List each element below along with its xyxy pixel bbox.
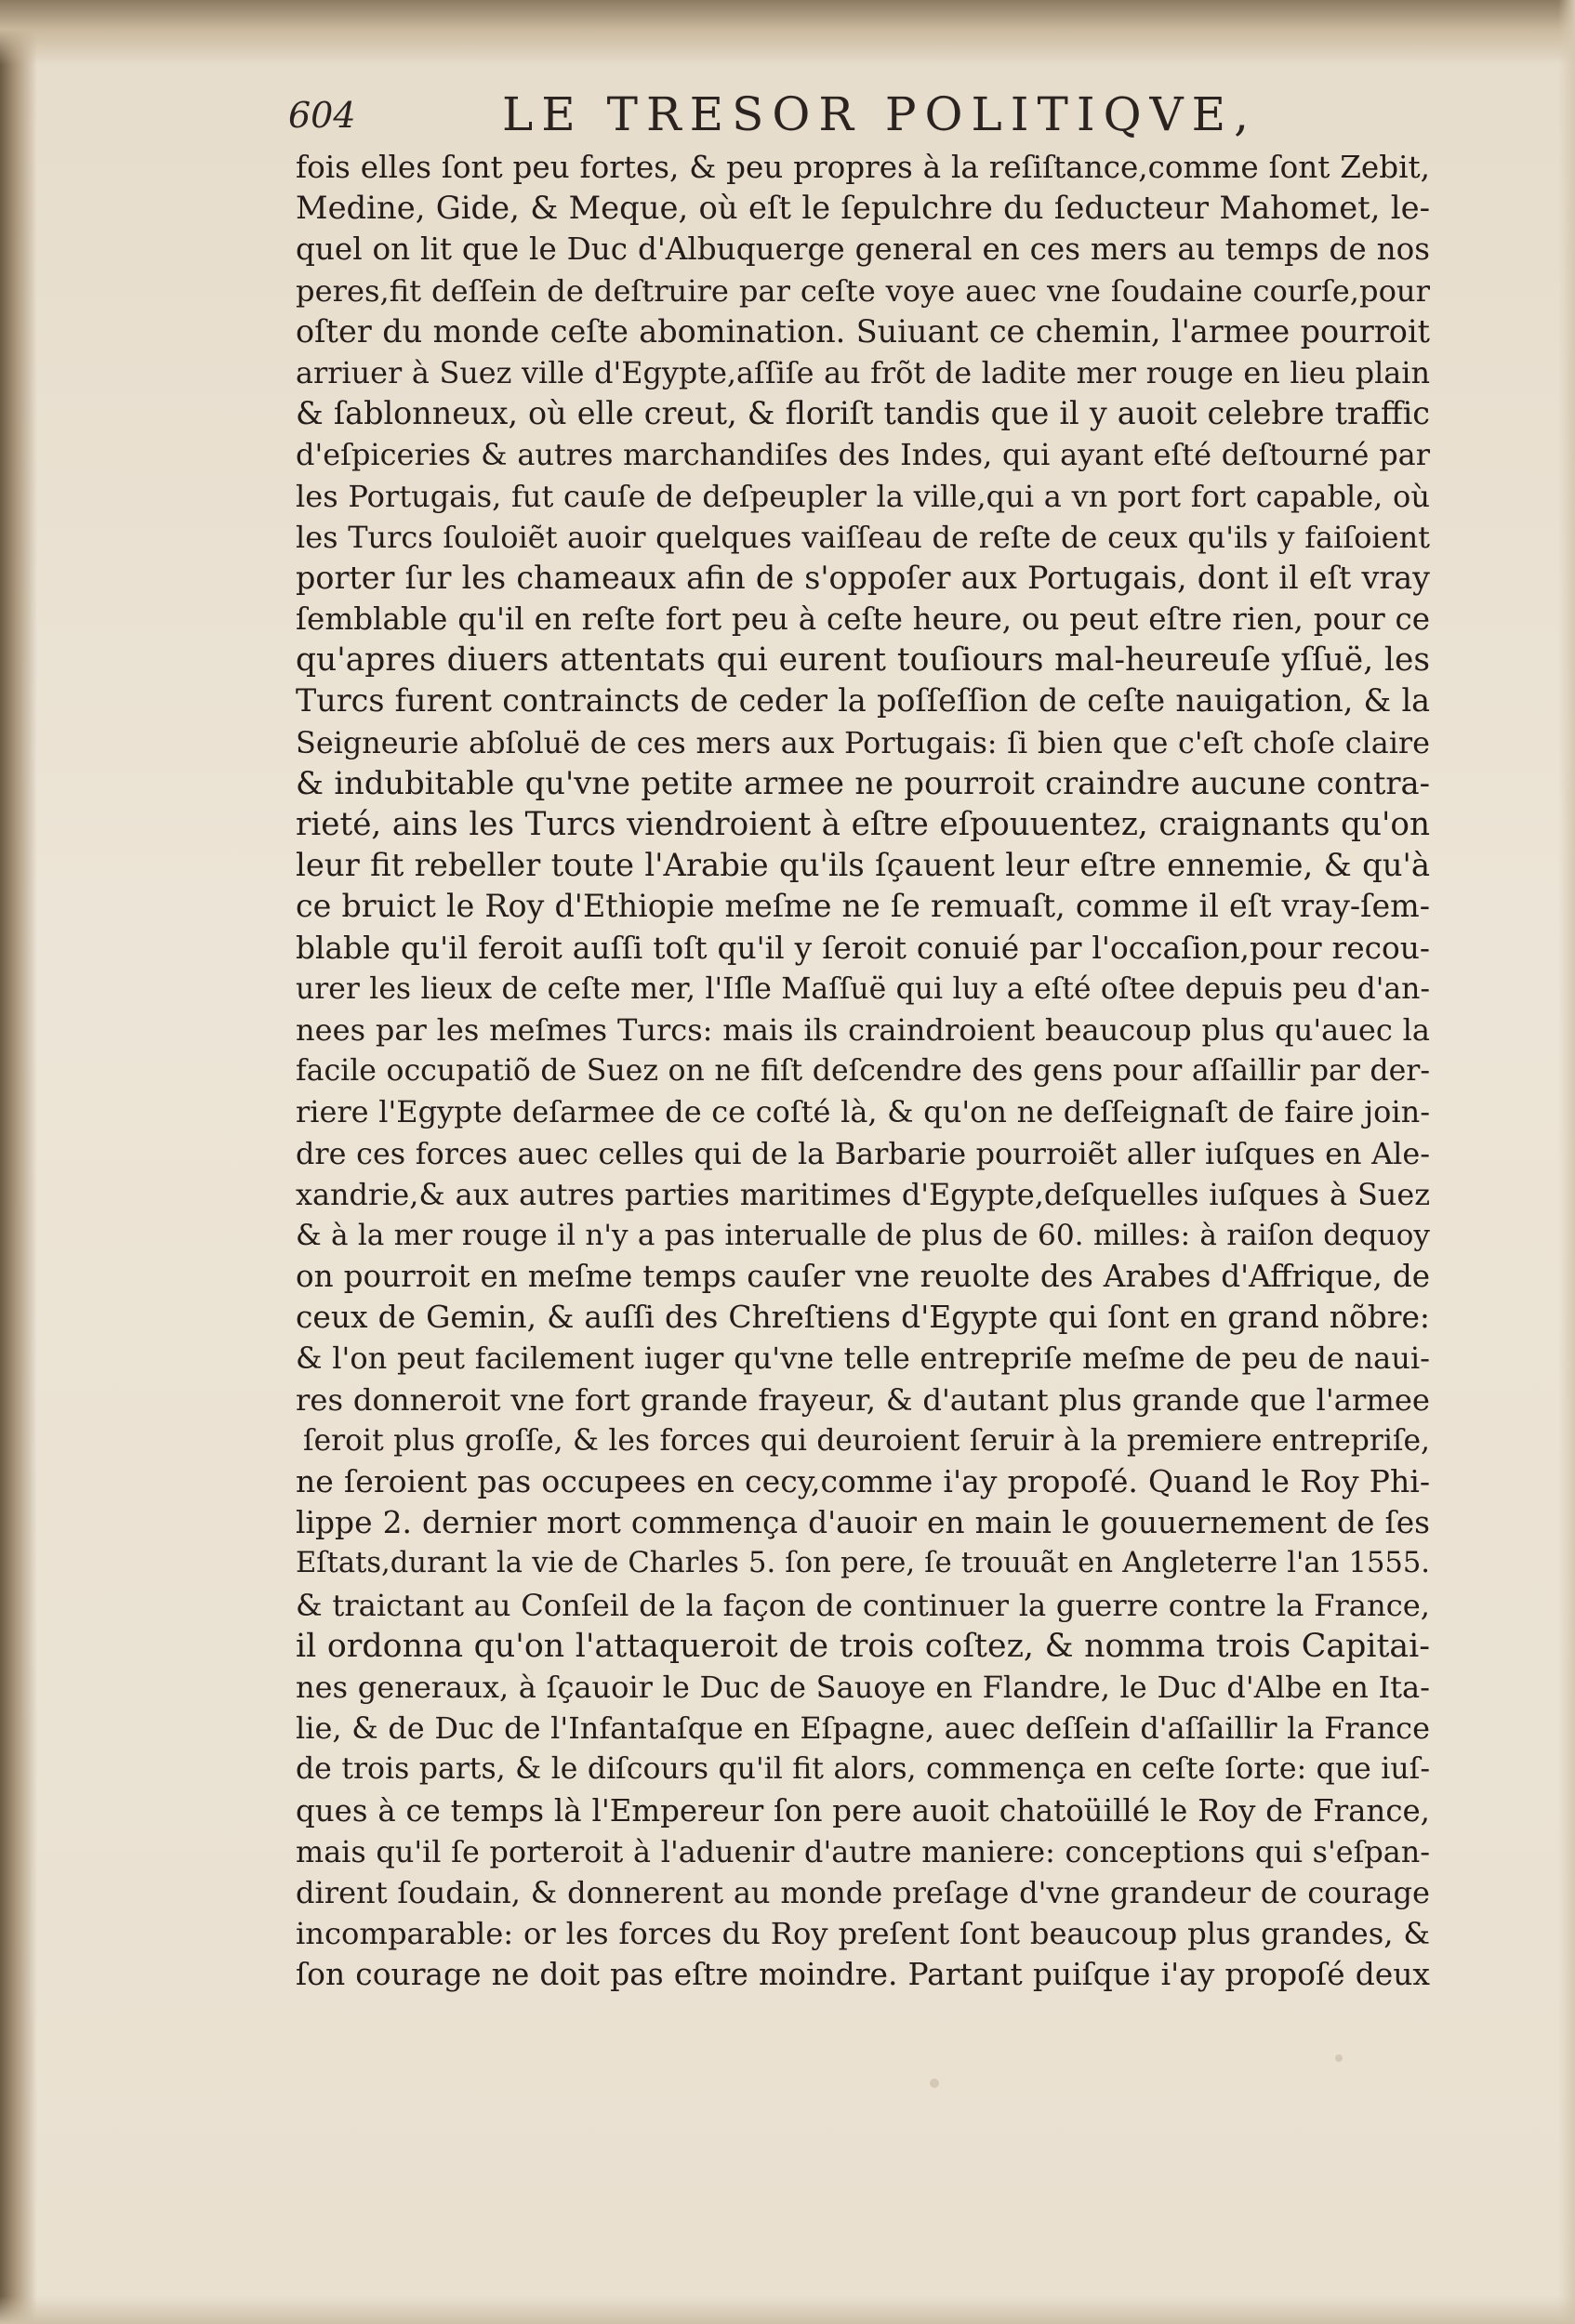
text-line: d'eſpiceries & autres marchandiſes des Indes, qui ayant eſté deſtourné par	[296, 437, 1430, 473]
text-line: Turcs furent contraincts de ceder la poſſeſſion de ceſte nauigation, & la	[296, 682, 1430, 720]
paper-stain	[930, 2079, 939, 2088]
text-line: & ſablonneux, où elle creut, & floriſt tandis que il y auoit celebre traffic	[296, 395, 1430, 432]
text-line: ceux de Gemin, & auſſi des Chreſtiens d'Egypte qui ſont en grand nõbre:	[296, 1299, 1430, 1336]
text-line: arriuer à Suez ville d'Egypte,aſſiſe au frõt de ladite mer rouge en lieu plain	[296, 354, 1430, 390]
text-line: leur fit rebeller toute l'Arabie qu'ils ſçauent leur eſtre ennemie, & qu'à	[296, 847, 1430, 884]
text-line: rieté, ains les Turcs viendroient à eſtre eſpouuentez, craignants qu'on	[296, 806, 1430, 843]
text-line: incomparable: or les forces du Roy preſent ſont beaucoup plus grandes, &	[296, 1916, 1430, 1952]
text-line: Eſtats,durant la vie de Charles 5. ſon pere, ſe trouuãt en Angleterre l'an 1555.	[296, 1547, 1430, 1580]
text-line: ne ſeroient pas occupees en cecy,comme i'ay propoſé. Quand le Roy Phi-	[296, 1463, 1430, 1499]
paper-stain	[1335, 2054, 1343, 2062]
text-line: blable qu'il feroit auſſi toſt qu'il y ſeroit conuié par l'occaſion,pour recou-	[296, 930, 1430, 966]
text-line: Seigneurie abſoluë de ces mers aux Portugais: ſi bien que c'eſt choſe claire	[296, 724, 1430, 760]
text-line: facile occupatiõ de Suez on ne fiſt deſcendre des gens pour aſſaillir par der-	[296, 1054, 1430, 1089]
text-line: peres,fit deſſein de deſtruire par ceſte voye auec vne ſoudaine courſe,pour	[296, 272, 1430, 309]
text-line: ſemblable qu'il en reſte fort peu à ceſte heure, ou peut eſtre rien, pour ce	[296, 601, 1430, 638]
text-line: lie, & de Duc de l'Infantaſque en Eſpagne, auec deſſein d'aſſaillir la France	[296, 1710, 1430, 1747]
text-line: xandrie,& aux autres parties maritimes d'Egypte,deſquelles iuſques à Suez	[296, 1176, 1430, 1212]
text-line: & indubitable qu'vne petite armee ne pourroit craindre aucune contra-	[296, 764, 1430, 801]
text-line: lippe 2. dernier mort commença d'auoir en main le gouuernement de ſes	[296, 1504, 1430, 1541]
text-line: il ordonna qu'on l'attaqueroit de trois coſtez, & nomma trois Capitai-	[296, 1627, 1430, 1665]
right-page-edge	[1558, 0, 1575, 2324]
text-line: & à la mer rouge il n'y a pas interualle de plus de 60. milles: à raiſon dequoy	[296, 1218, 1430, 1252]
text-line: & traictant au Conſeil de la façon de continuer la guerre contre la France,	[296, 1587, 1430, 1623]
text-line: mais qu'il ſe porteroit à l'aduenir d'autre maniere: conceptions qui s'eſpan-	[296, 1833, 1430, 1869]
text-line: ce bruict le Roy d'Ethiopie meſme ne ſe remuaſt, comme il eſt vray-ſem-	[296, 888, 1430, 925]
text-line: les Turcs ſouloiẽt auoir quelques vaiſſeau de reſte de ceux qu'ils y faiſoient	[296, 519, 1430, 555]
text-line: dre ces forces auec celles qui de la Barbarie pourroiẽt aller iuſques en Ale-	[296, 1135, 1430, 1171]
text-line: Medine, Gide, & Meque, où eſt le ſepulchre du ſeducteur Mahomet, le-	[296, 190, 1430, 227]
text-line: on pourroit en meſme temps cauſer vne reuolte des Arabes d'Affrique, de	[296, 1259, 1430, 1295]
bottom-page-edge	[0, 2296, 1575, 2324]
text-line: quel on lit que le Duc d'Albuquerge general en ces mers au temps de nos	[296, 231, 1430, 268]
text-line: dirent ſoudain, & donnerent au monde preſage d'vne grandeur de courage	[296, 1874, 1430, 1910]
text-line: les Portugais, fut cauſe de deſpeupler la ville,qui a vn port fort capable, où	[296, 478, 1430, 514]
page-header	[288, 82, 1478, 147]
text-line: riere l'Egypte deſarmee de ce coſté là, & qu'on ne deſſeignaſt de faire join-	[296, 1094, 1430, 1130]
text-line: nees par les meſmes Turcs: mais ils craindroient beaucoup plus qu'auec la	[296, 1011, 1430, 1048]
text-line: qu'apres diuers attentats qui eurent touſiours mal-heureuſe yſſuë, les	[296, 641, 1430, 680]
text-line: ſon courage ne doit pas eſtre moindre. Partant puiſque i'ay propoſé deux	[296, 1956, 1430, 1993]
top-edge-shadow	[0, 0, 1575, 65]
body-text	[296, 147, 1430, 1995]
text-line: res donneroit vne fort grande frayeur, & d'autant plus grande que l'armee	[296, 1381, 1430, 1418]
text-line: urer les lieux de ceſte mer, l'Iſle Maſſuë qui luy a eſté oſtee depuis peu d'an-	[296, 971, 1430, 1006]
running-title: LE TRESOR POLITIQVE,	[502, 87, 1258, 141]
text-line: fois elles ſont peu fortes, & peu propres à la reſiſtance,comme ſont Zebit,	[296, 150, 1430, 185]
text-line: de trois parts, & le diſcours qu'il fit alors, commença en ceſte ſorte: que iuſ-	[296, 1752, 1430, 1787]
page-number: 604	[288, 95, 356, 136]
gutter-shadow	[0, 0, 37, 2324]
text-line: ſeroit plus groſſe, & les forces qui deuroient ſeruir à la premiere entrepriſe,	[303, 1423, 1430, 1458]
text-line: oſter du monde ceſte abomination. Suiuant ce chemin, l'armee pourroit	[296, 312, 1430, 350]
text-line: & l'on peut facilement iuger qu'vne telle entrepriſe meſme de peu de naui-	[296, 1340, 1430, 1377]
text-line: nes generaux, à ſçauoir le Duc de Sauoye en Flandre, le Duc d'Albe en Ita-	[296, 1669, 1430, 1705]
text-line: ques à ce temps là l'Empereur ſon pere auoit chatoüillé le Roy de France,	[296, 1792, 1430, 1829]
text-line: porter ſur les chameaux afin de s'oppoſer aux Portugais, dont il eſt vray	[296, 559, 1430, 596]
